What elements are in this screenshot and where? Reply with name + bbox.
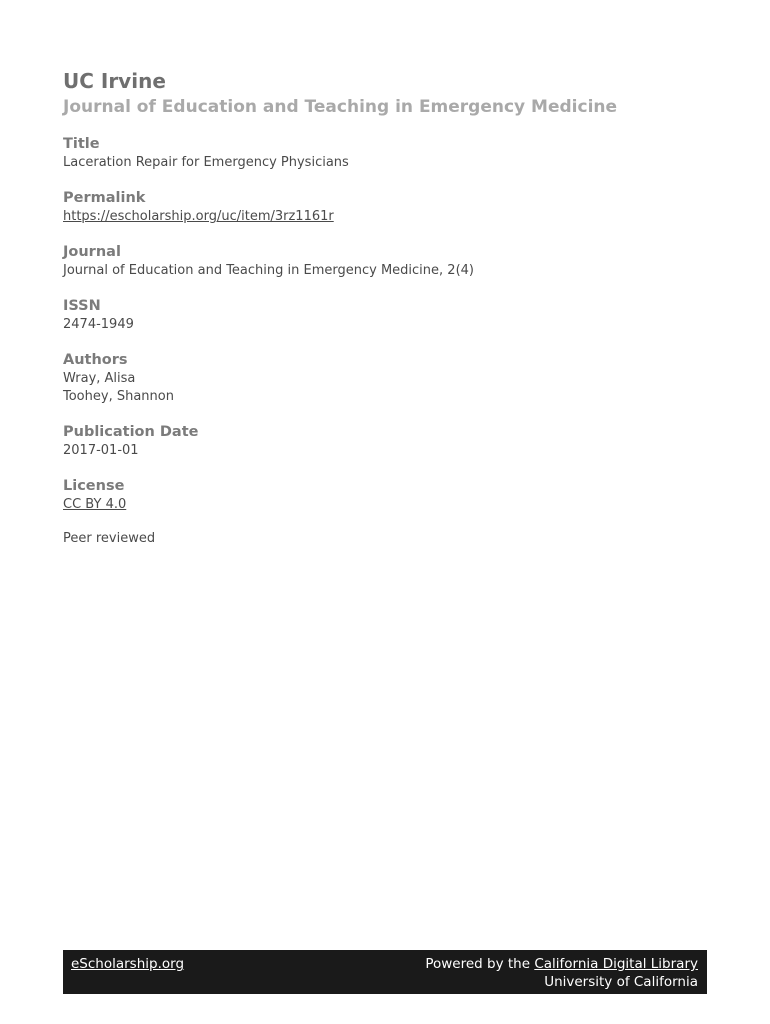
license-section bbox=[63, 476, 703, 514]
powered-by-text: Powered by the bbox=[425, 956, 535, 972]
license-label: License bbox=[63, 478, 125, 494]
journal-label: Journal bbox=[63, 244, 121, 260]
permalink-label: Permalink bbox=[63, 190, 146, 206]
authors-section bbox=[63, 350, 703, 406]
publication-date-value: 2017-01-01 bbox=[63, 443, 139, 458]
issn-value: 2474-1949 bbox=[63, 317, 134, 332]
publication-date-label: Publication Date bbox=[63, 424, 199, 440]
title-value: Laceration Repair for Emergency Physicians bbox=[63, 155, 349, 170]
cdl-link[interactable]: California Digital Library bbox=[534, 956, 698, 972]
title-section bbox=[63, 134, 703, 172]
publication-date-section bbox=[63, 422, 703, 460]
permalink-link[interactable]: https://escholarship.org/uc/item/3rz1161r bbox=[63, 209, 334, 224]
peer-reviewed-note: Peer reviewed bbox=[63, 531, 156, 546]
footer-bar bbox=[63, 950, 707, 994]
authors-label: Authors bbox=[63, 352, 128, 368]
author-name: Toohey, Shannon bbox=[63, 389, 174, 404]
campus-name: UC Irvine bbox=[63, 69, 166, 93]
permalink-section bbox=[63, 188, 703, 226]
journal-heading: Journal of Education and Teaching in Emergency Medicine bbox=[63, 97, 618, 117]
title-label: Title bbox=[63, 136, 100, 152]
journal-section bbox=[63, 242, 703, 280]
escholarship-link[interactable]: eScholarship.org bbox=[71, 956, 185, 972]
university-name: University of California bbox=[544, 974, 698, 990]
license-link[interactable]: CC BY 4.0 bbox=[63, 497, 127, 512]
journal-value: Journal of Education and Teaching in Emergency Medicine, 2(4) bbox=[63, 263, 474, 278]
issn-section bbox=[63, 296, 703, 334]
author-name: Wray, Alisa bbox=[63, 371, 136, 386]
issn-label: ISSN bbox=[63, 298, 101, 314]
cover-page bbox=[63, 68, 703, 548]
